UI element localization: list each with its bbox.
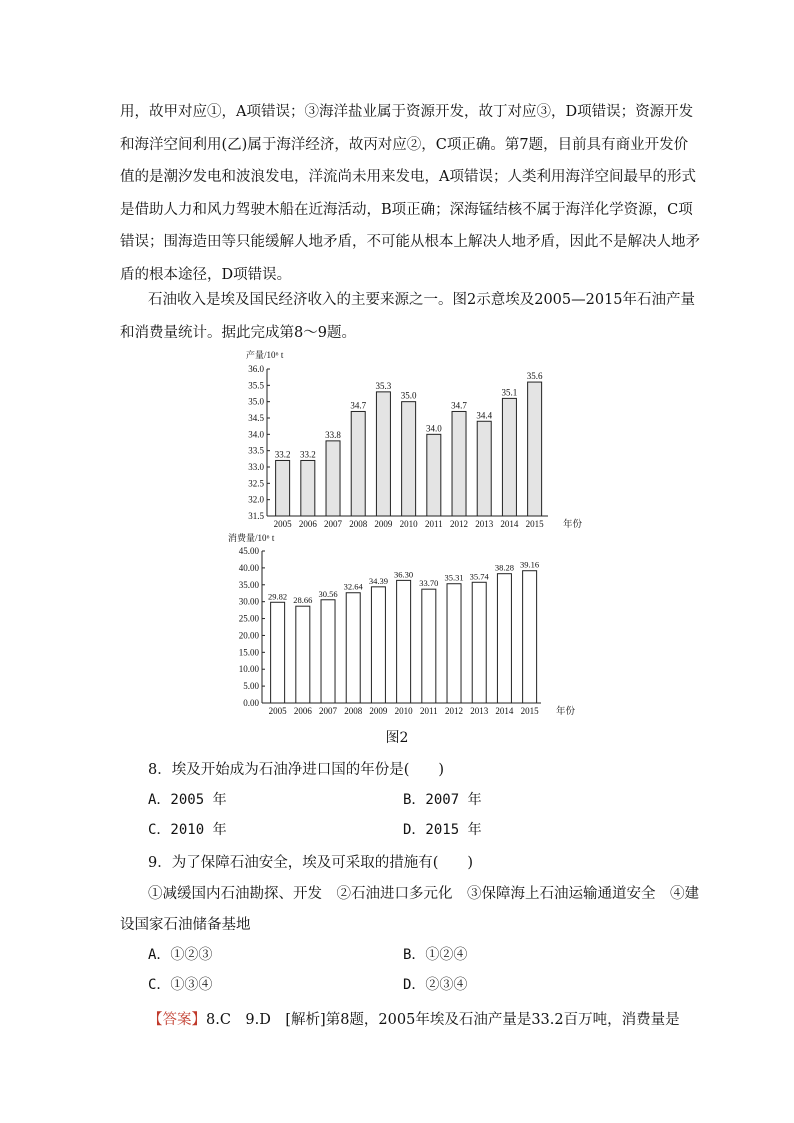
x-tick-label: 2008	[344, 706, 363, 716]
y-tick-label: 35.5	[248, 380, 264, 391]
x-tick-label: 2009	[374, 519, 393, 529]
x-tick-label: 2006	[298, 519, 317, 529]
bar	[502, 398, 516, 516]
bar-value-label: 33.2	[274, 449, 291, 460]
bar	[497, 574, 511, 703]
y-tick-label: 25.00	[238, 613, 259, 624]
y-tick-label: 0.00	[243, 698, 259, 708]
x-axis-title: 年份	[563, 520, 583, 530]
explanation-line: 盾的根本途径，D项错误。	[120, 266, 292, 283]
bar	[346, 593, 360, 703]
x-tick-label: 2005	[268, 706, 287, 716]
explanation-line: 是借助人力和风力驾驶木船在近海活动，B项正确；深海锰结核不属于海洋化学资源，C项	[120, 201, 693, 218]
explanation-line: 值的是潮汐发电和波浪发电，洋流尚未用来发电，A项错误；人类利用海洋空间最早的形式	[120, 169, 696, 185]
q8-option-d-label: D．2015 年	[403, 822, 482, 838]
q8-option-b-label: B．2007 年	[403, 792, 482, 808]
x-axis-title: 年份	[556, 707, 576, 717]
bar-value-label: 34.7	[350, 400, 367, 411]
x-tick-label: 2006	[293, 706, 312, 716]
question-9-items-line1: ①减缓国内石油勘探、开发 ②石油进口多元化 ③保障海上石油运输通道安全 ④建	[148, 886, 699, 902]
x-tick-label: 2007	[324, 519, 343, 529]
x-tick-label: 2015	[520, 706, 539, 716]
question-9-items-line2: 设国家石油储备基地	[120, 917, 251, 933]
answer-text: 8.C 9.D [解析]第8题，2005年埃及石油产量是33.2百万吨，消费量是	[206, 1012, 680, 1028]
x-tick-label: 2005	[273, 519, 292, 529]
bar	[427, 434, 441, 516]
bar	[301, 460, 315, 516]
bar-value-label: 29.82	[268, 591, 288, 602]
bar	[422, 589, 436, 703]
question-9-stem: 9．为了保障石油安全，埃及可采取的措施有( )	[148, 855, 474, 871]
q8-option-a[interactable]	[148, 789, 227, 809]
q9-option-d-label: D．②③④	[403, 977, 468, 993]
y-tick-label: 45.00	[238, 546, 259, 556]
q8-option-d[interactable]	[403, 819, 482, 839]
bar-value-label: 39.16	[520, 559, 540, 570]
x-tick-label: 2011	[424, 519, 443, 529]
bar-value-label: 34.4	[476, 410, 493, 421]
bar	[397, 580, 411, 703]
intro-line: 石油收入是埃及国民经济收入的主要来源之一。图2示意埃及2005—2015年石油产量	[148, 292, 696, 308]
x-tick-label: 2008	[349, 519, 368, 529]
bar	[321, 600, 335, 703]
y-tick-label: 32.0	[248, 494, 264, 505]
bar-value-label: 35.74	[469, 571, 489, 582]
bar-value-label: 36.30	[394, 569, 414, 580]
bar-value-label: 35.6	[526, 371, 543, 382]
bar-value-label: 35.3	[375, 380, 392, 391]
x-tick-label: 2015	[525, 519, 544, 529]
y-tick-label: 34.0	[248, 429, 264, 440]
x-tick-label: 2012	[445, 706, 464, 716]
x-tick-label: 2012	[450, 519, 469, 529]
bar	[326, 441, 340, 516]
figure-caption: 图2	[385, 730, 409, 746]
bar	[477, 421, 491, 516]
bar	[276, 460, 290, 516]
bar-value-label: 33.70	[419, 578, 439, 589]
q9-option-a[interactable]	[148, 944, 212, 964]
bar	[351, 411, 365, 516]
y-tick-label: 31.5	[248, 511, 264, 521]
bar-value-label: 34.0	[425, 423, 442, 434]
bar	[452, 411, 466, 516]
q8-option-a-label: A．2005 年	[148, 792, 227, 808]
y-tick-label: 32.5	[248, 478, 264, 489]
bar	[523, 571, 537, 703]
bar-value-label: 33.8	[325, 429, 341, 440]
y-tick-label: 35.0	[248, 396, 264, 407]
bar-value-label: 35.0	[400, 390, 417, 401]
q8-option-c[interactable]	[148, 819, 227, 839]
answer-line	[148, 1008, 680, 1029]
bar-value-label: 34.39	[368, 575, 388, 586]
y-tick-label: 34.5	[248, 413, 264, 423]
bar	[371, 587, 385, 703]
y-tick-label: 5.00	[243, 681, 259, 692]
x-tick-label: 2014	[495, 706, 514, 716]
x-tick-label: 2010	[394, 706, 413, 716]
q9-option-b-label: B．①②④	[403, 947, 468, 963]
bar-value-label: 35.31	[444, 572, 464, 583]
bar	[402, 402, 416, 516]
question-8-stem: 8．埃及开始成为石油净进口国的年份是( )	[148, 762, 445, 778]
bar-value-label: 33.2	[299, 449, 316, 460]
y-tick-label: 35.00	[238, 579, 259, 590]
consumption-chart	[228, 532, 576, 717]
explanation-line: 错误；围海造田等只能缓解人地矛盾，不可能从根本上解决人地矛盾，因此不是解决人地矛	[120, 234, 700, 250]
bar-value-label: 28.66	[293, 595, 313, 606]
y-axis-title: 消费量/10⁶ t	[228, 533, 275, 543]
bar-value-label: 32.64	[343, 581, 363, 592]
bar	[271, 602, 285, 703]
q8-option-b[interactable]	[403, 789, 482, 809]
y-tick-label: 30.00	[238, 596, 259, 607]
x-tick-label: 2011	[419, 706, 438, 716]
bar	[447, 584, 461, 703]
x-tick-label: 2013	[470, 706, 489, 716]
q9-option-c-label: C．①③④	[148, 977, 213, 993]
x-tick-label: 2013	[475, 519, 494, 529]
bar	[528, 382, 542, 516]
y-axis-title: 产量/10⁶ t	[246, 350, 284, 360]
y-tick-label: 20.00	[238, 630, 259, 641]
bar-value-label: 34.7	[451, 400, 467, 411]
intro-line: 和消费量统计。据此完成第8～9题。	[120, 324, 356, 341]
x-tick-label: 2014	[500, 519, 519, 529]
q9-option-c[interactable]	[148, 974, 212, 994]
q9-option-d[interactable]	[403, 974, 467, 994]
x-tick-label: 2009	[369, 706, 388, 716]
x-tick-label: 2010	[399, 519, 418, 529]
production-chart	[246, 349, 583, 530]
x-tick-label: 2007	[319, 706, 338, 716]
bar-value-label: 30.56	[318, 588, 338, 599]
y-tick-label: 33.5	[248, 445, 264, 456]
bar	[296, 606, 310, 703]
explanation-line: 用，故甲对应①，A项错误；③海洋盐业属于资源开发，故丁对应③，D项错误；资源开发	[120, 104, 694, 120]
y-tick-label: 40.00	[238, 562, 259, 573]
y-tick-label: 33.0	[248, 462, 264, 472]
q9-option-a-label: A．①②③	[148, 947, 213, 963]
bar-value-label: 35.1	[501, 387, 518, 398]
bar-value-label: 38.28	[494, 562, 514, 573]
q9-option-b[interactable]	[403, 944, 467, 964]
answer-tag: 【答案】	[148, 1012, 206, 1028]
explanation-line: 和海洋空间利用(乙)属于海洋经济，故丙对应②，C项正确。第7题，目前具有商业开发价	[120, 136, 689, 153]
bar	[472, 582, 486, 703]
y-tick-label: 36.0	[248, 364, 264, 374]
y-tick-label: 10.00	[238, 664, 259, 675]
y-tick-label: 15.00	[238, 647, 259, 658]
bar	[376, 392, 390, 516]
q8-option-c-label: C．2010 年	[148, 822, 227, 838]
